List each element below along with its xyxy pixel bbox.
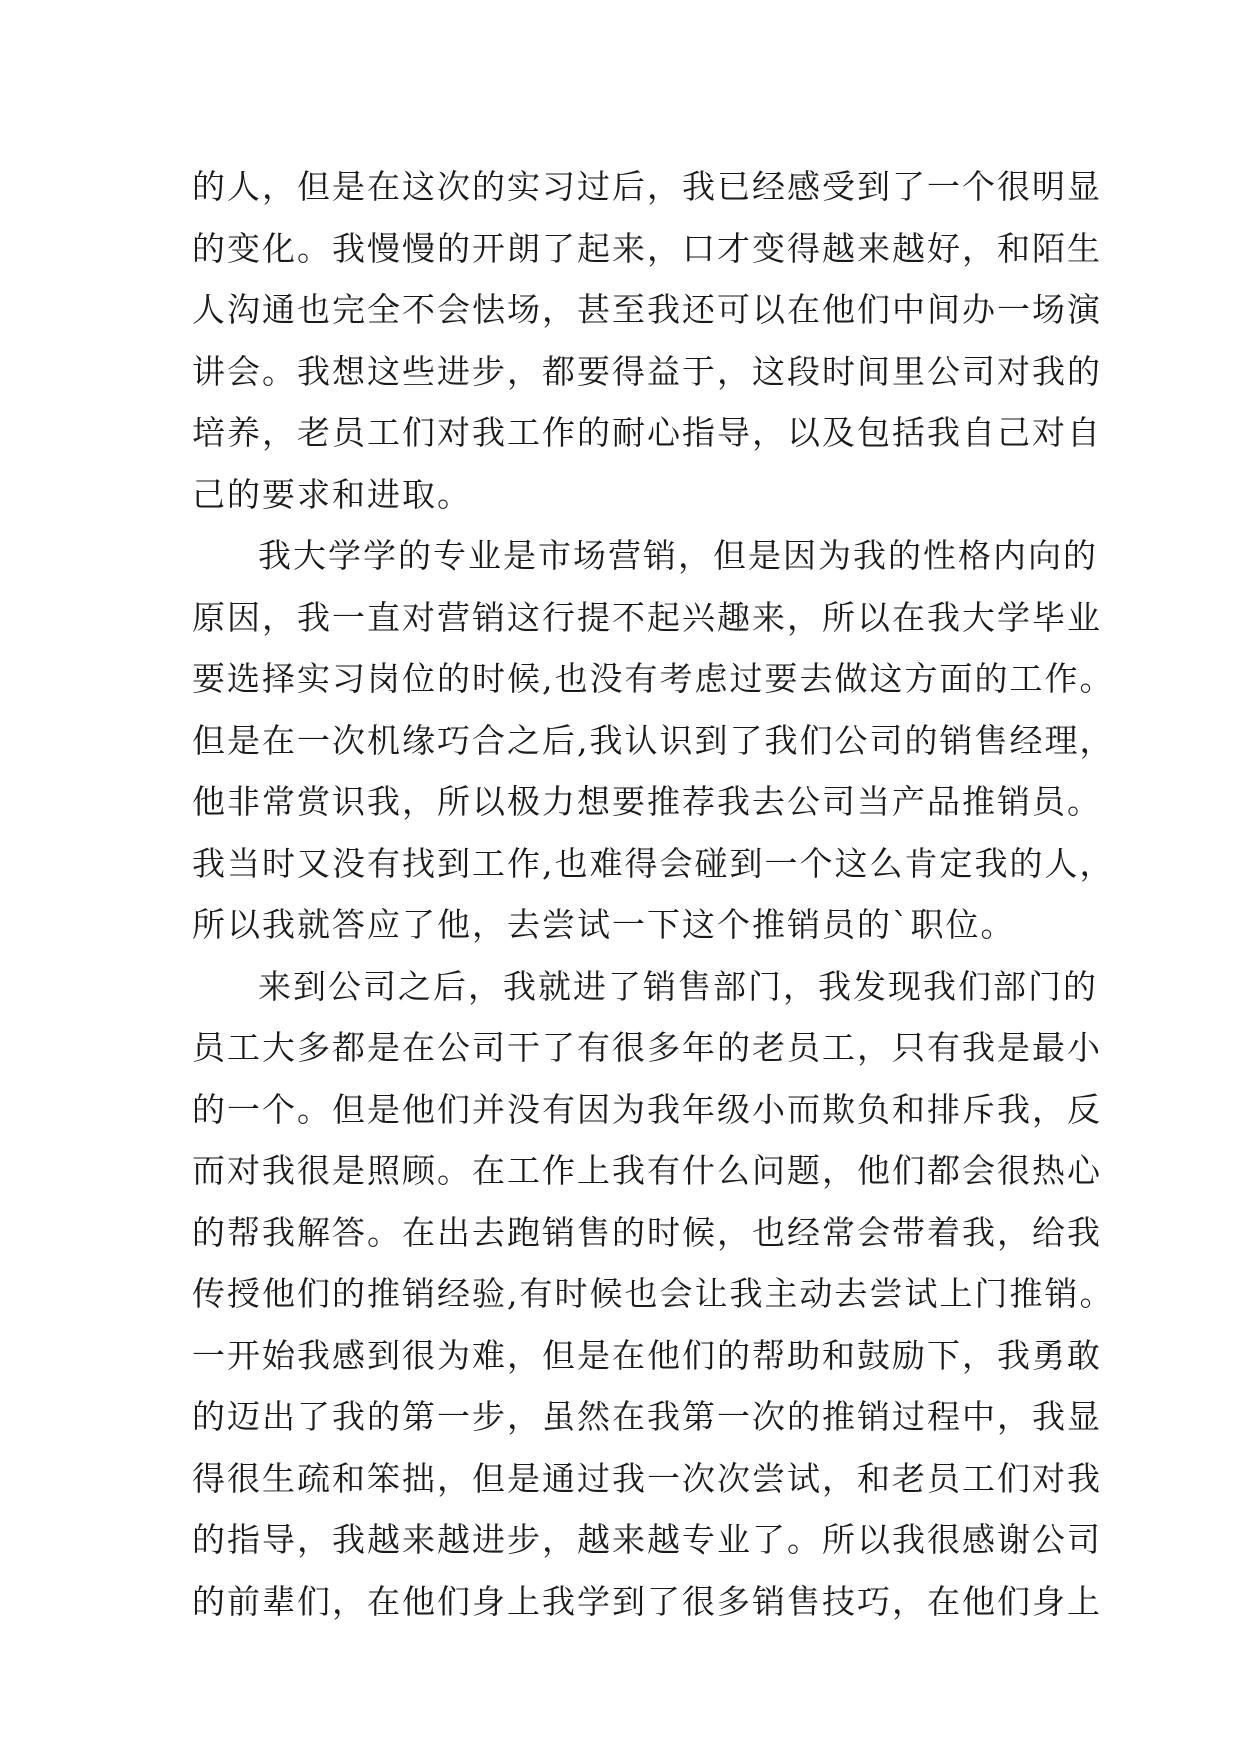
text-line: 传授他们的推销经验,有时候也会让我主动去尝试上门推销。 — [192, 1274, 1115, 1313]
text-line: 他非常赏识我，所以极力想要推荐我去公司当产品推销员。 — [192, 782, 1102, 821]
text-line: 而对我很是照顾。在工作上我有什么问题，他们都会很热心 — [192, 1151, 1102, 1190]
text-line: 我当时又没有找到工作,也难得会碰到一个这么肯定我的人， — [192, 843, 1115, 883]
text-line: 原因，我一直对营销这行提不起兴趣来，所以在我大学毕业 — [192, 597, 1102, 637]
text-line: 的变化。我慢慢的开朗了起来，口才变得越来越好，和陌生 — [192, 228, 1102, 268]
text-line: 得很生疏和笨拙，但是通过我一次次尝试，和老员工们对我 — [192, 1458, 1102, 1498]
text-line: 要选择实习岗位的时候,也没有考虑过要去做这方面的工作。 — [192, 659, 1115, 698]
text-line: 的迈出了我的第一步，虽然在我第一次的推销过程中，我显 — [192, 1397, 1102, 1436]
text-line: 员工大多都是在公司干了有很多年的老员工，只有我是最小 — [192, 1028, 1102, 1067]
text-line: 来到公司之后，我就进了销售部门，我发现我们部门的 — [258, 966, 1098, 1006]
paragraph-1 — [192, 156, 1102, 525]
text-line: 的人，但是在这次的实习过后，我已经感受到了一个很明显 — [192, 167, 1102, 206]
text-line: 我大学学的专业是市场营销，但是因为我的性格内向的 — [258, 536, 1098, 575]
text-line: 己的要求和进取。 — [192, 474, 472, 514]
text-line: 的前辈们，在他们身上我学到了很多销售技巧，在他们身上 — [192, 1581, 1102, 1621]
text-line: 的指导，我越来越进步，越来越专业了。所以我很感谢公司 — [192, 1520, 1102, 1559]
text-line: 的帮我解答。在出去跑销售的时候，也经常会带着我，给我 — [192, 1212, 1102, 1252]
text-line: 一开始我感到很为难，但是在他们的帮助和鼓励下，我勇敢 — [192, 1335, 1102, 1375]
text-line: 但是在一次机缘巧合之后,我认识到了我们公司的销售经理， — [192, 720, 1115, 760]
text-line: 讲会。我想这些进步，都要得益于，这段时间里公司对我的 — [192, 351, 1102, 391]
text-line: 人沟通也完全不会怯场，甚至我还可以在他们中间办一场演 — [192, 290, 1102, 329]
body-text — [192, 156, 1115, 1632]
text-line: 的一个。但是他们并没有因为我年级小而欺负和排斥我，反 — [192, 1089, 1102, 1129]
text-line: 培养，老员工们对我工作的耐心指导，以及包括我自己对自 — [192, 413, 1102, 452]
text-line: 所以我就答应了他，去尝试一下这个推销员的`职位。 — [192, 905, 1016, 944]
paragraph-2 — [192, 525, 1115, 956]
paragraph-3 — [192, 956, 1115, 1633]
